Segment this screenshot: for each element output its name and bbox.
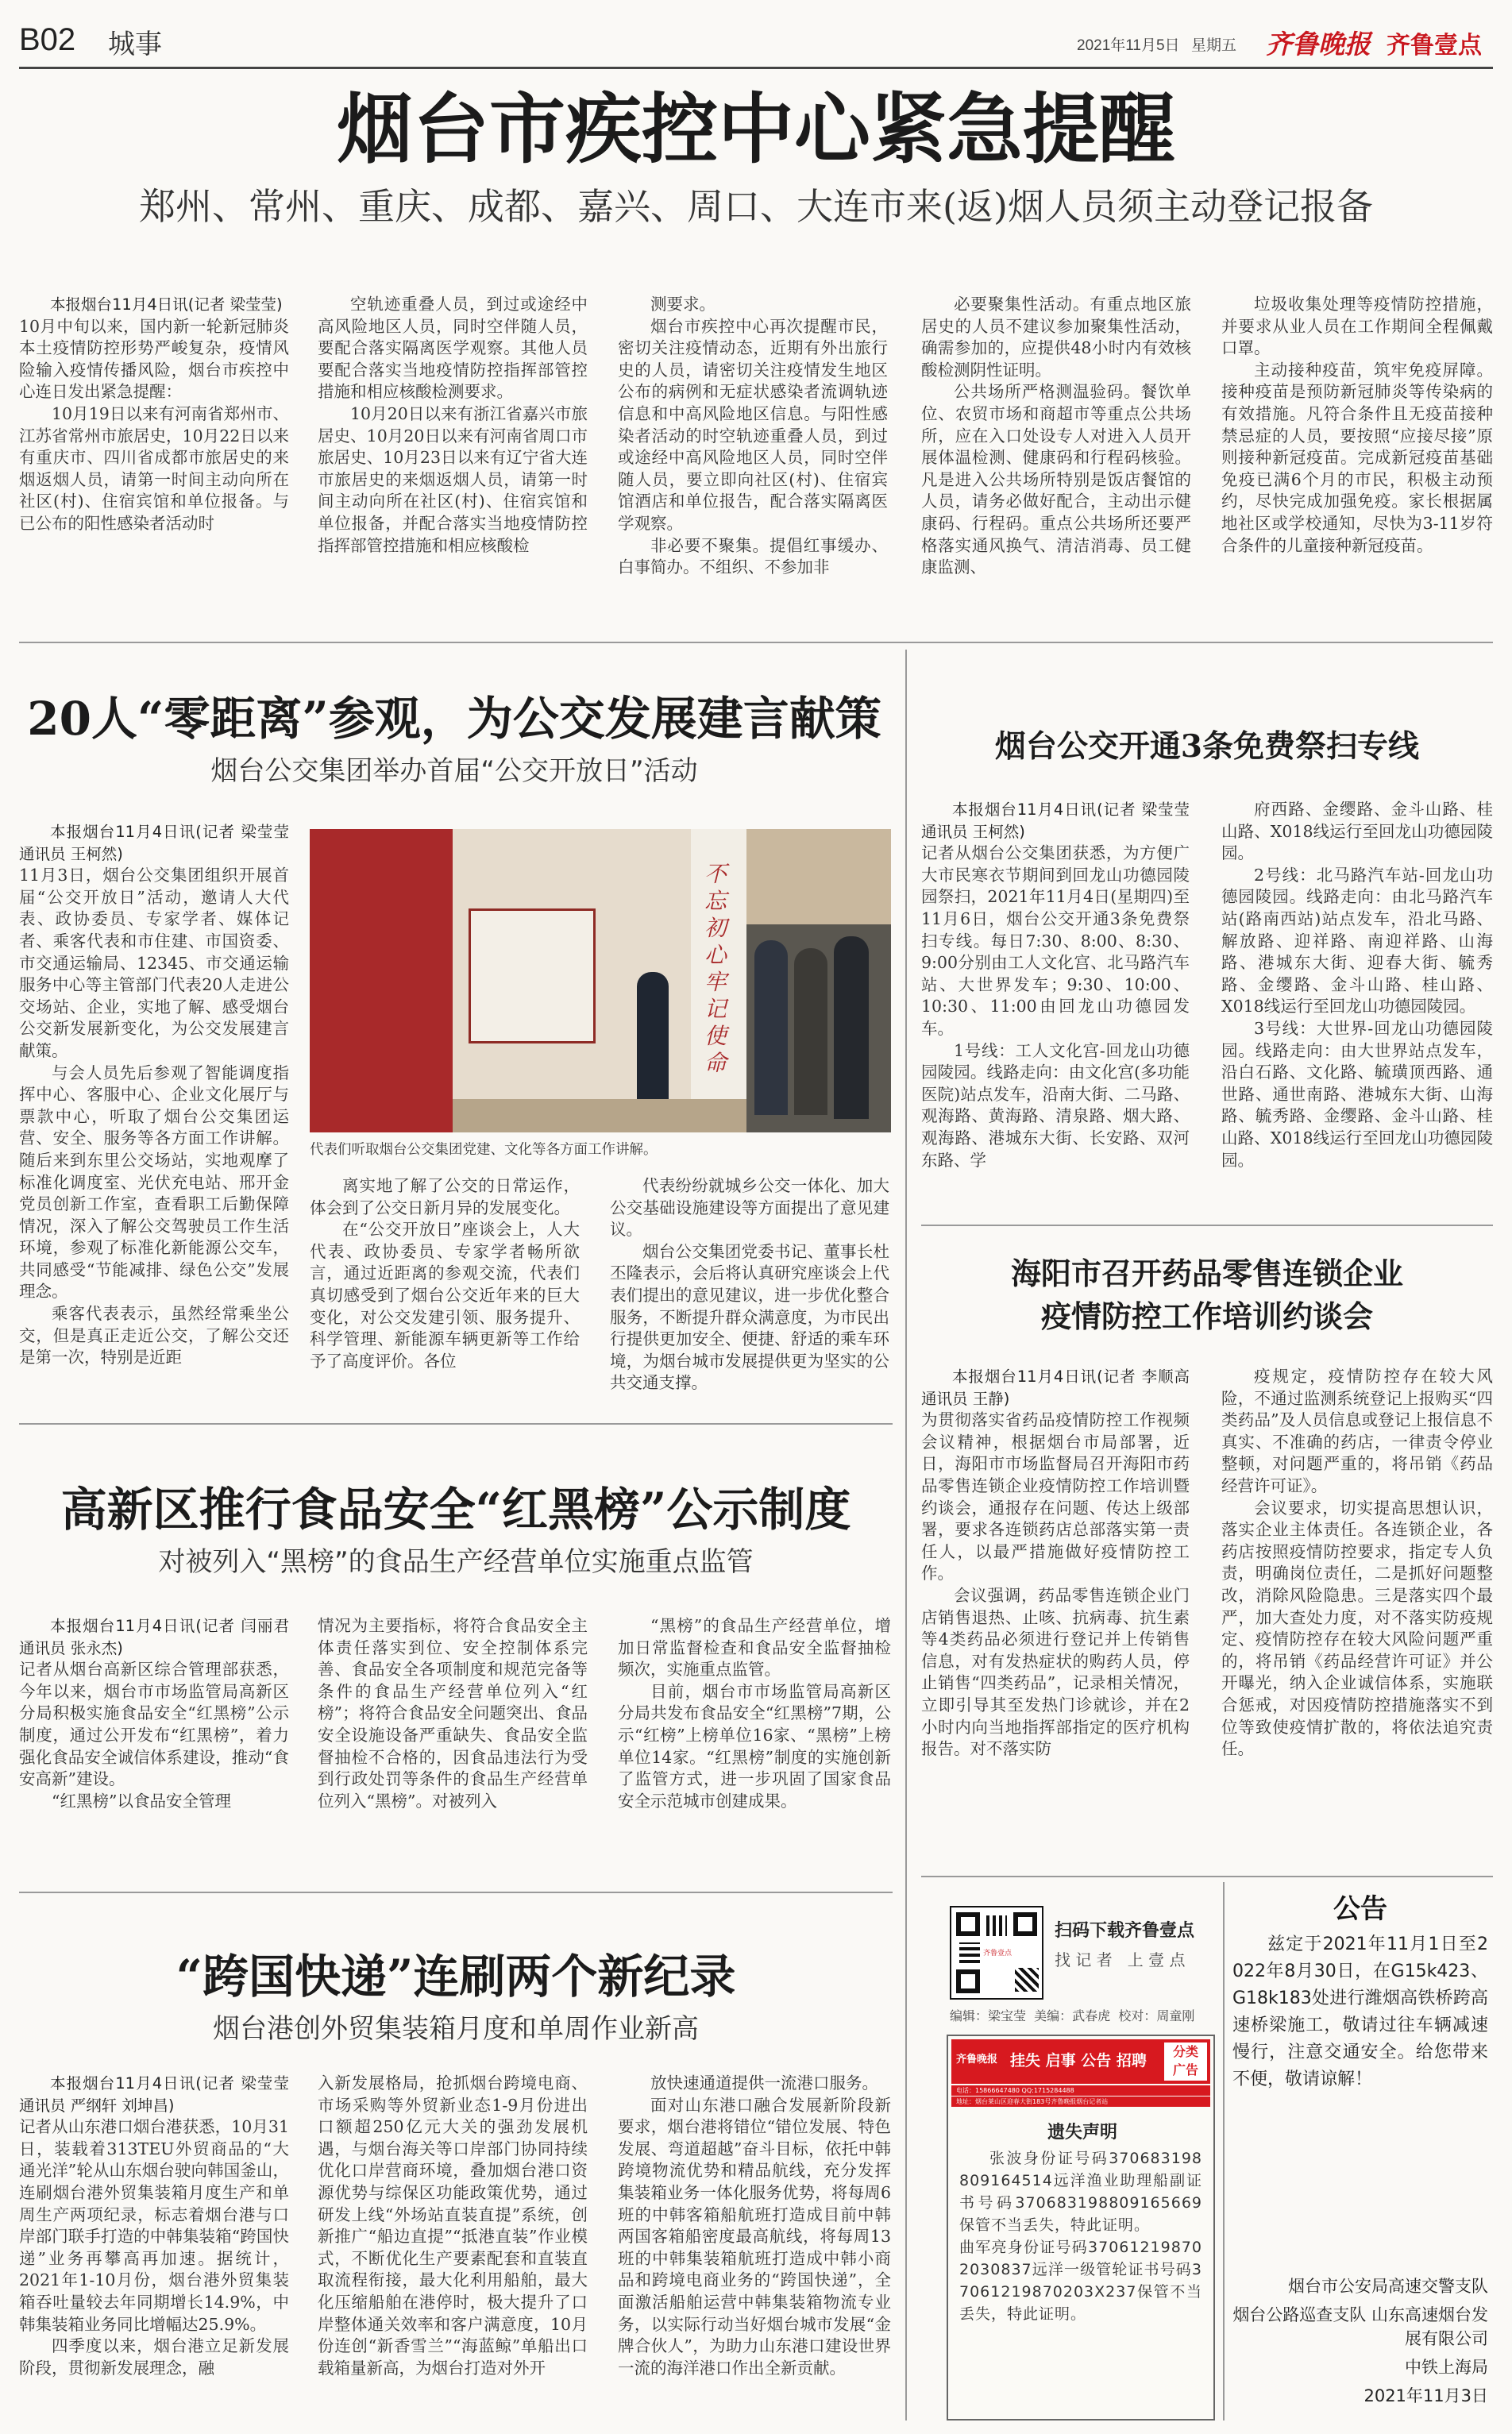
notice-heading: 公告 — [1333, 1893, 1387, 1925]
a3-column-2 — [1221, 799, 1493, 1212]
classified-phone: 电话：15866647480 QQ:1715284488 — [951, 2085, 1210, 2096]
brand-qilu-yidian: 齐鲁壹点 — [1387, 32, 1482, 60]
paragraph: 2号线：北马路汽车站-回龙山功德园陵园。线路走向：由北马路汽车站(路南西站)站点发车，沿北马路、解放路、迎祥路、南迎祥路、山海路、港城东大街、迎春大街、毓秀路、金缨路、金斗山路、桂山路、X018线运行至回龙山功德园陵园。 — [1221, 865, 1493, 1016]
a1-column-3 — [618, 294, 888, 635]
classified-badge — [1164, 2042, 1207, 2081]
paragraph: 会议强调，药品零售连锁企业门店销售退热、止咳、抗病毒、抗生素等4类药品必须进行登记并上传销售信息，对有发热症状的购药人员，停止销售“四类药品”，记录相关情况，立即引导其至发热门诊就诊，并在2小时内向当地指挥部指定的医疗机构报告。对不落实防 — [921, 1585, 1190, 1759]
photo-wall-slogan: 不忘初心 牢记使命 — [704, 861, 727, 1076]
photo-person-2 — [794, 948, 827, 1115]
a6-column-1 — [19, 2073, 289, 2422]
paragraph: 空轨迹重叠人员，到过或途经中高风险地区人员，同时空伴随人员，要配合落实隔离医学观察。其他人员要配合落实当地疫情防控指挥部管控措施和相应核酸检测要求。 — [318, 295, 588, 402]
paragraph: 记者从山东港口烟台港获悉，10月31日，装载着313TEU外贸商品的“大通光洋”轮从山东烟台驶向韩国釜山，连刷烟台港外贸集装箱月度生产和单周生产两项纪录，标志着烟台港与口岸部门联手打造的中韩集装箱“跨国快递”业务再攀高再加速。据统计，2021年1-10月份，烟台港外贸集装箱吞吐量较去年同期增长14.9%，中韩集装箱业务同比增幅达25.9%。 — [19, 2117, 289, 2334]
paragraph: 主动接种疫苗，筑牢免疫屏障。接种疫苗是预防新冠肺炎等传染病的有效措施。凡符合条件且无疫苗接种禁忌症的人员，要按照“应接尽接”原则接种新冠疫苗。完成新冠疫苗基础免疫已满6个月的市民，积极主动预约，尽快完成加强免疫。家长根据属地社区或学校通知，尽快为3-11岁符合条件的儿童接种新冠疫苗。 — [1221, 360, 1493, 555]
a4-column-2 — [1221, 1366, 1493, 1874]
a1-subheadline: 郑州、常州、重庆、成都、嘉兴、周口、大连市来(返)烟人员须主动登记报备 — [139, 185, 1373, 228]
a5-column-2 — [318, 1615, 588, 1885]
a2-column-1 — [19, 821, 289, 1417]
qr-caption-2: 找 记 者 上 壹 点 — [1055, 1950, 1186, 1969]
public-notice-box — [1228, 1882, 1493, 2420]
notice-text: 兹定于2021年11月1日至2022年8月30日，在G15k423、G18k183处进行潍烟高铁桥跨高速桥梁施工，敬请过往车辆减速慢行，注意交通安全。给您带来不便，敬请谅解！ — [1232, 1934, 1488, 2089]
paragraph: 10月20日以来有浙江省嘉兴市旅居史、10月20日以来有河南省周口市旅居史、10月23日以来有辽宁省大连市旅居史的来烟返烟人员，请第一时间主动向所在社区(村)、住宿宾馆和单位报备，并配合落实当地疫情防控指挥部管控措施和相应核酸检 — [318, 403, 588, 555]
a1-lead: 本报烟台11月4日讯(记者 梁莹莹) — [50, 295, 283, 314]
a3-headline: 烟台公交开通3条免费祭扫专线 — [994, 728, 1420, 765]
a2-bottom-rule — [19, 1423, 893, 1425]
lost-notice-text: 张波身份证号码370683198809164514远洋渔业助理船副证书号码370683198809165669保管不当丢失，特此证明。 曲军亮身份证号码370612198702030837远洋一级管轮证书号码37061219870203X237保管不当丢失，特此证明。 — [959, 2150, 1202, 2323]
a6-lead: 本报烟台11月4日讯(记者 梁莹莹 通讯员 严纲轩 刘坤昌) — [19, 2074, 289, 2115]
a2-text-2 — [310, 1175, 580, 1372]
qr-modules-3 — [1015, 1968, 1039, 1992]
classified-logo: 齐鲁晚报 — [956, 2054, 998, 2066]
a5-lead: 本报烟台11月4日讯(记者 闫丽君 通讯员 张永杰) — [19, 1617, 289, 1657]
a4-headline-2: 疫情防控工作培训约谈会 — [1040, 1298, 1373, 1334]
a3-text-2 — [1221, 799, 1493, 1171]
a3-lead: 本报烟台11月4日讯(记者 梁莹莹 通讯员 王柯然) — [921, 800, 1190, 841]
a1-headline: 烟台市疾控中心紧急提醒 — [337, 84, 1175, 174]
paragraph: 与会人员先后参观了智能调度指挥中心、客服中心、企业文化展厅与票款中心，听取了烟台公交集团运营、安全、服务等各方面工作讲解。随后来到东里公交场站，实地观摩了标准化调度室、光伏充电站、邢开金党员创新工作室，查看职工后勤保障情况，深入了解公交驾驶员工作生活环境，参观了标准化新能源公交车，共同感受“节能减排、绿色公交”发展理念。 — [19, 1063, 289, 1302]
classified-banner — [951, 2039, 1210, 2084]
notice-org-2: 烟台公路巡查支队 山东高速烟台发展有限公司 — [1232, 2305, 1488, 2348]
qr-finder-top-left — [956, 1912, 980, 1936]
paragraph: 为贯彻落实省药品疫情防控工作视频会议精神，根据烟台市局部署，近日，海阳市市场监督局召开海阳市药品零售连锁企业疫情防控工作培训暨约谈会，通报存在问题、传达上级部署，要求各连锁药店总部落实第一责任人，以最严措施做好疫情防控工作。 — [921, 1410, 1190, 1583]
a1-bottom-rule — [19, 642, 1493, 643]
notice-org-1: 烟台市公安局高速交警支队 — [1288, 2277, 1488, 2296]
a2-column-2 — [310, 1175, 580, 1414]
photo-floor — [453, 1099, 746, 1132]
a5-bottom-rule — [19, 1892, 893, 1893]
paragraph: 11月3日，烟台公交集团组织开展首届“公交开放日”活动，邀请人大代表、政协委员、专家学者、媒体记者、乘客代表和市住建、市国资委、市交通运输局、12345、市交通运输服务中心等主管部门代表20人走进公交场站、企业，实地了解、感受烟台公交新发展新变化，为公交发展建言献策。 — [19, 866, 289, 1060]
a5-headline: 高新区推行食品安全“红黑榜”公示制度 — [60, 1483, 851, 1537]
a6-subheadline: 烟台港创外贸集装箱月度和单周作业新高 — [213, 2013, 699, 2045]
paragraph: 1号线：工人文化宫-回龙山功德园陵园。线路走向：由文化宫(多功能医院)站点发车，沿南大街、二马路、观海路、黄海路、清泉路、烟大路、观海路、港城东大街、长安路、双河东路、学 — [921, 1040, 1190, 1170]
a1-column-2 — [318, 294, 588, 635]
classified-address: 地址：烟台莱山区迎春大街183号齐鲁晚报烟台记者站 — [951, 2096, 1210, 2107]
notice-date: 2021年11月3日 — [1364, 2386, 1488, 2405]
a6-column-2 — [318, 2073, 588, 2422]
classified-ad-box — [947, 2035, 1215, 2420]
notice-org-3: 中铁上海局 — [1405, 2358, 1488, 2377]
paragraph: 放快速通道提供一流港口服务。 — [650, 2073, 878, 2093]
a4-text-1 — [921, 1410, 1190, 1761]
a5-column-1 — [19, 1615, 289, 1885]
paragraph: 会议要求，切实提高思想认识，落实企业主体责任。各连锁企业，各药店按照疫情防控要求，指定专人负责，明确岗位责任，二是抓好问题整改，消除风险隐患。三是落实四个最严，加大查处力度，对不落实防疫规定、疫情防控存在较大风险问题严重的，将吊销《药品经营许可证》并公开曝光，纳入企业诚信体系，实施联合惩戒，对因疫情防控措施落实不到位等致使疫情扩散的，将依法追究责任。 — [1221, 1498, 1493, 1759]
center-vertical-rule — [905, 650, 907, 2420]
paragraph: “黑榜”的食品生产经营单位，增加日常监督检查和食品安全监督抽检频次，实施重点监管。 — [618, 1616, 891, 1680]
a3-bottom-rule — [921, 1225, 1493, 1226]
paragraph: 面对山东港口融合发展新阶段新要求，烟台港将错位“错位发展、特色发展、弯道超越”奋斗目标，依托中韩跨境物流优势和精品航线，充分发挥集装箱业务一体化服务优势，将每周6班的中韩客箱船航班打造成目前中韩两国客箱船密度最高航线，将每周13班的中韩集装箱航班打造成中韩小商品和跨境电商业务的“跨国快递”，全面激活船舶运营中韩集装箱物流专业务，以实际行动当好烟台城市发展“金牌合伙人”，为助力山东港口建设世界一流的海洋港口作出全新贡献。 — [618, 2095, 891, 2378]
issue-date: 2021年11月5日 — [1077, 37, 1180, 54]
photo-person-3 — [834, 936, 869, 1119]
a1-column-4 — [921, 294, 1191, 635]
paragraph: 离实地了解了公交的日常运作，体会到了公交日新月异的发展变化。 — [310, 1176, 580, 1217]
a2-photo-caption: 代表们听取烟台公交集团党建、文化等各方面工作讲解。 — [310, 1142, 658, 1158]
a2-headline: 20人“零距离”参观，为公交发展建言献策 — [27, 692, 881, 746]
paragraph: 乘客代表表示，虽然经常乘坐公交，但是真正走近公交，了解公交还是第一次，特别是近距 — [19, 1304, 289, 1367]
a1-text-4 — [921, 294, 1191, 579]
photo-red-panel — [310, 829, 453, 1132]
a6-text-2: 入新发展格局，抢抓烟台跨境电商、市场采购等外贸新业态1-9月份进出口额超250亿元大关的强劲发展机遇，与烟台海关等口岸部门协同持续优化口岸营商环境，叠加烟台港口资源优势与综保区功能政策优势，通过研发上线“外场站直装直提”系统，创新推广“船边直提”“抵港直装”作业模式，不断优化生产要素配套和直装直取流程衔接，最大化利用船舶，最大化压缩船舶在港停时，极大提升了口岸整体通关效率和客户满意度，10月份连创“新香雪兰”“海蓝鲸”单船出口载箱量新高，为烟台打造对外开 — [318, 2073, 588, 2378]
a1-column-5 — [1221, 294, 1493, 635]
a4-column-1 — [921, 1366, 1190, 1874]
a5-text-2: 情况为主要指标，将符合食品安全主体责任落实到位、安全控制体系完善、食品安全各项制度和规范完备等条件的食品生产经营单位列入“红榜”；将符合食品安全问题突出、食品安全设施设备严重缺失、食品安全监督抽检不合格的，因食品违法行为受到行政处罚等条件的食品生产经营单位列入“黑榜”。对被列入 — [318, 1616, 588, 1811]
a1-text-2 — [318, 294, 588, 557]
paragraph: 测要求。 — [650, 295, 716, 314]
a4-headline-1: 海阳市召开药品零售连锁企业 — [1010, 1256, 1403, 1291]
a6-column-3 — [618, 2073, 891, 2422]
paragraph: 记者从烟台公交集团获悉，为方便广大市民寒衣节期间到回龙山功德园陵园祭扫，2021年11月4日(星期四)至11月6日，烟台公交开通3条免费祭扫专线。每日7:30、8:00、8:30、9:00分别由工人文化宫、北马路汽车站、大世界发车；9:30、10:00、10:30、11:00由回龙山功德园发车。 — [921, 843, 1190, 1038]
qr-modules — [986, 1915, 1007, 1936]
a1-text-5 — [1221, 294, 1493, 557]
paragraph: 10月19日以来有河南省郑州市、江苏省常州市旅居史，10月22日以来有重庆市、四川省成都市旅居史的来烟返烟人员，请第一时间主动向所在社区(村)、住宿宾馆和单位报备。与已公布的阳性感染者活动时 — [19, 403, 289, 533]
a3-column-1 — [921, 799, 1190, 1212]
classified-badge-top: 分类 — [1172, 2044, 1198, 2059]
a2-column-3 — [610, 1175, 889, 1414]
paragraph: 记者从烟台高新区综合管理部获悉，今年以来，烟台市市场监管局高新区分局积极实施食品安全“红黑榜”公示制度，通过公开发布“红黑榜”，着力强化食品安全诚信体系建设，推动“食安高新”建设。 — [19, 1660, 289, 1789]
paragraph: 疫规定，疫情防控存在较大风险，不通过监测系统登记上报购买“四类药品”及人员信息或登记上报信息不真实、不准确的药店，一律责令停业整顿，对问题严重的，将吊销《药品经营许可证》。 — [1221, 1367, 1493, 1495]
a5-text-1 — [19, 1659, 289, 1812]
a5-text-3 — [618, 1615, 891, 1812]
a5-column-3 — [618, 1615, 891, 1885]
brand-qilu-evening: 齐鲁晚报 — [1266, 29, 1371, 60]
a4-bottom-rule — [921, 1876, 1493, 1877]
header-rule — [19, 67, 1493, 69]
qr-finder-top-right — [1013, 1912, 1037, 1936]
paragraph: 烟台市疾控中心再次提醒市民，密切关注疫情动态，近期有外出旅行史的人员，请密切关注疫情发生地区公布的病例和无症状感染者流调轨迹信息和中高风险地区信息。与阳性感染者活动的时空轨迹重叠人员，到过或途经中高风险地区人员，同时空伴随人员，要立即向社区(村)、住宿宾馆酒店和单位报告，配合落实隔离医学观察。 — [618, 316, 888, 533]
a2-text-3 — [610, 1175, 889, 1394]
a2-lead: 本报烟台11月4日讯(记者 梁莹莹 通讯员 王柯然) — [19, 823, 289, 863]
a2-text-1 — [19, 865, 289, 1369]
paragraph: 非必要不聚集。提倡红事缓办、白事简办。不组织、不参加非 — [618, 535, 888, 577]
paragraph: “红黑榜”以食品安全管理 — [52, 1791, 231, 1811]
paragraph: 垃圾收集处理等疫情防控措施，并要求从业人员在工作期间全程佩戴口罩。 — [1221, 295, 1493, 358]
qr-code[interactable] — [950, 1906, 1043, 2000]
a6-headline: “跨国快递”连刷两个新纪录 — [176, 1950, 736, 2004]
paragraph: 府西路、金缨路、金斗山路、桂山路、X018线运行至回龙山功德园陵园。 — [1221, 800, 1493, 863]
a4-text-2 — [1221, 1366, 1493, 1761]
paragraph: 在“公交开放日”座谈会上，人大代表、政协委员、专家学者畅所欲言，通过近距离的参观交流，代表们真切感受到了烟台公交近年来的巨大变化，对公交发建引领、服务提升、科学管理、新能源车辆更新等工作给予了高度评价。各位 — [310, 1220, 580, 1371]
paragraph: 公共场所严格测温验码。餐饮单位、农贸市场和商超市等重点公共场所，应在入口处设专人对进入人员开展体温检测、健康码和行程码核验。凡是进入公共场所特别是饭店餐馆的人员，请务必做好配合，主动出示健康码、行程码。重点公共场所还要严格落实通风换气、清洁消毒、员工健康监测、 — [921, 382, 1191, 577]
classified-badge-bottom: 广告 — [1172, 2062, 1198, 2077]
qr-finder-bottom-left — [956, 1969, 980, 1993]
a1-column-1 — [19, 294, 289, 635]
editor-credits: 编辑：梁宝莹 美编：武春虎 校对：周童刚 — [950, 2008, 1195, 2023]
a4-lead: 本报烟台11月4日讯(记者 李顺高 通讯员 王静) — [921, 1367, 1190, 1408]
paragraph: 烟台公交集团党委书记、董事长杜丕隆表示，会后将认真研究座谈会上代表们提出的意见建议，进一步优化整合服务，不断提升群众满意度，为市民出行提供更加安全、便捷、舒适的乘车环境，为烟台城市发展提供更为坚实的公共交通支撑。 — [610, 1241, 889, 1393]
a6-text-1 — [19, 2116, 289, 2379]
paragraph: 目前，烟台市市场监管局高新区分局共发布食品安全“红黑榜”7期，公示“红榜”上榜单位16家、“黑榜”上榜单位14家。“红黑榜”制度的实施创新了监管方式，进一步巩固了国家食品安全示范城市创建成果。 — [618, 1681, 891, 1811]
a1-text-3 — [618, 294, 888, 579]
paragraph: 10月中旬以来，国内新一轮新冠肺炎本土疫情防控形势严峻复杂，疫情风险输入疫情传播风险，烟台市疾控中心连日发出紧急提醒： — [19, 316, 289, 402]
page-header — [19, 17, 1493, 65]
qr-modules-2 — [959, 1942, 980, 1963]
a3-text-1 — [921, 843, 1190, 1171]
photo-display-board — [469, 908, 596, 1043]
notice-divider — [1223, 1882, 1225, 2420]
section-name: 城事 — [108, 29, 162, 60]
page-code: B02 — [19, 22, 76, 57]
photo-person-1 — [754, 940, 788, 1115]
paragraph: 四季度以来，烟台港立足新发展阶段，贯彻新发展理念，融 — [19, 2336, 289, 2378]
paragraph: 3号线：大世界-回龙山功德园陵园。线路走向：由大世界站点发车，沿白石路、文化路、毓璜顶西路、通世路、通世南路、港城东大街、山海路、毓秀路、金缨路、金斗山路、桂山路、X018线运行至回龙山功德园陵园。 — [1221, 1018, 1493, 1170]
a5-subheadline: 对被列入“黑榜”的食品生产经营单位实施重点监管 — [158, 1546, 754, 1578]
lost-notice-heading: 遗失声明 — [1047, 2123, 1117, 2143]
classified-banner-text: 挂失 启事 公告 招聘 — [1010, 2052, 1147, 2069]
paragraph: 必要聚集性活动。有重点地区旅居史的人员不建议参加聚集性活动，确需参加的，应提供48小时内有效核酸检测阴性证明。 — [921, 295, 1191, 380]
a1-text-1 — [19, 316, 289, 535]
a6-text-3 — [618, 2073, 891, 2379]
paragraph: 代表纷纷就城乡公交一体化、加大公交基础设施建设等方面提出了意见建议。 — [610, 1176, 889, 1240]
a2-photo — [310, 829, 891, 1132]
qr-caption-1: 扫码下载齐鲁壹点 — [1055, 1921, 1195, 1941]
a2-subheadline: 烟台公交集团举办首届“公交开放日”活动 — [210, 755, 698, 787]
issue-weekday: 星期五 — [1191, 37, 1237, 54]
qr-center-badge: 齐鲁壹点 — [982, 1946, 1013, 1961]
